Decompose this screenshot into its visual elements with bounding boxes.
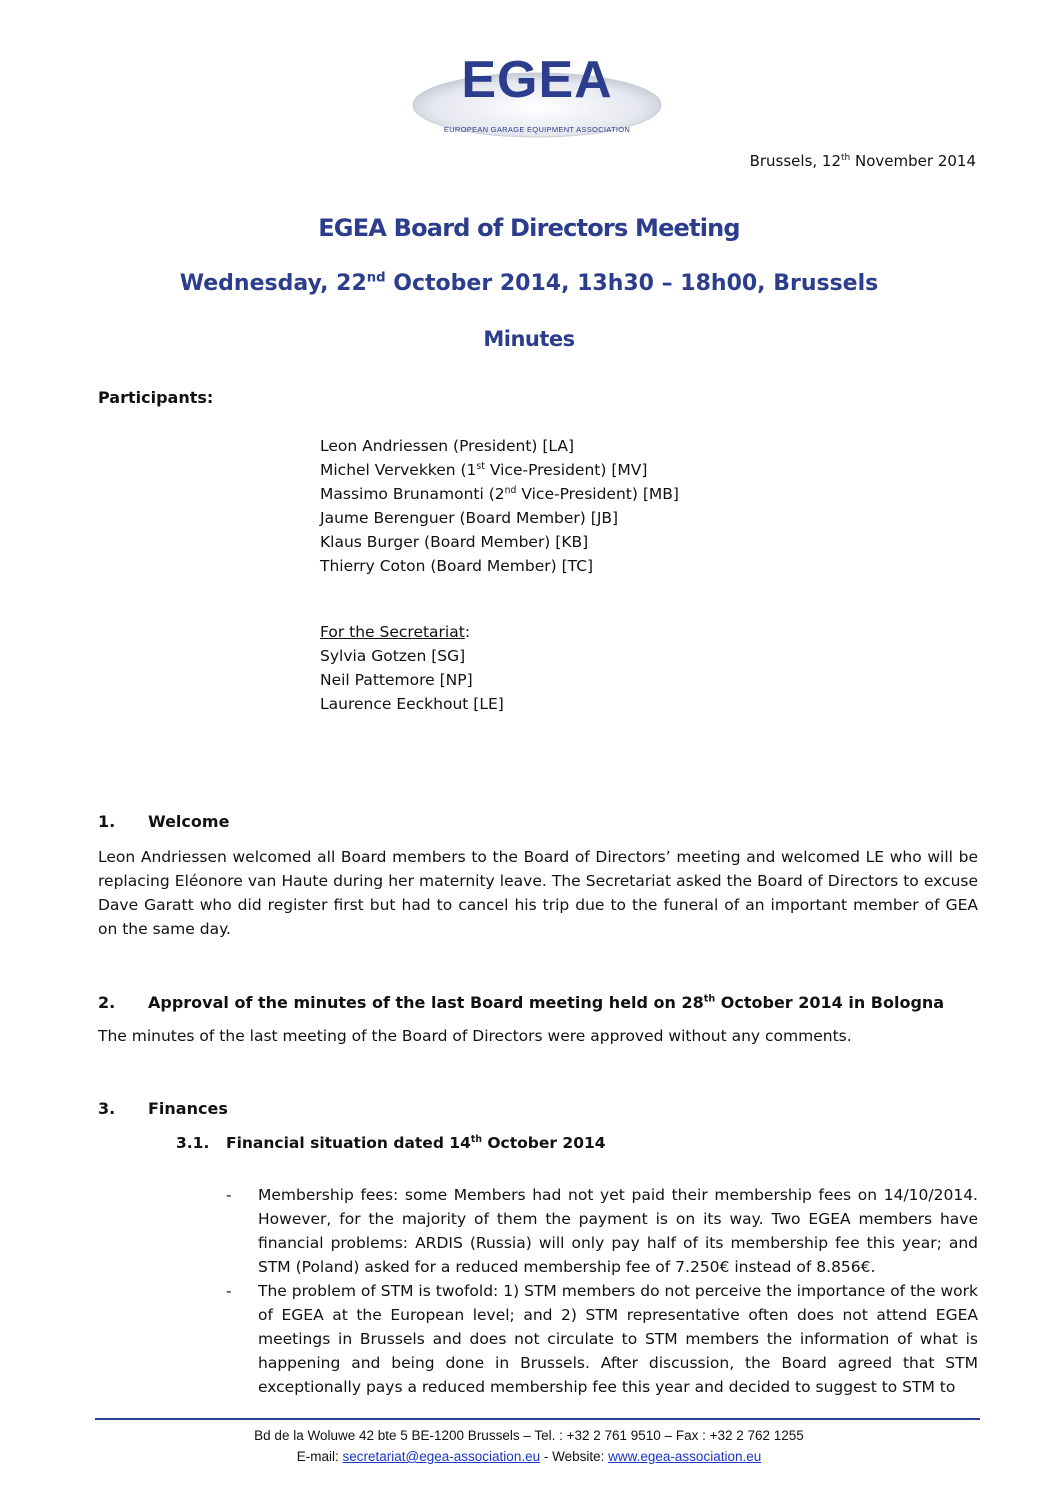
secretariat-item: Laurence Eeckhout [LE] — [320, 695, 504, 713]
footer-contact: E-mail: secretariat@egea-association.eu - Website: www.egea-association.eu — [296, 1449, 762, 1464]
logo-tagline: EUROPEAN GARAGE EQUIPMENT ASSOCIATION — [443, 125, 631, 134]
section-heading-finances: 3. Finances — [98, 1099, 228, 1118]
section-approval-text: The minutes of the last meeting of the Board of Directors were approved without any comments. — [98, 1027, 852, 1045]
list-item: - Membership fees: some Members had not yet paid their membership fees on 14/10/2014. However, for the majority of them the payment is on its way. Two EGEA members have financial problems: ARDIS (Russia) will only pay half of its membership fee this year; and STM (Poland) asked for a reduced membership fee of 7.250€ instead of 8.856€. — [226, 1186, 978, 1276]
participant-item: Thierry Coton (Board Member) [TC] — [320, 557, 594, 575]
participant-item: Klaus Burger (Board Member) [KB] — [320, 533, 589, 551]
participant-item: Michel Vervekken (1st Vice-President) [MV] — [320, 460, 648, 479]
website-link[interactable]: www.egea-association.eu — [608, 1449, 762, 1464]
list-item: - The problem of STM is twofold: 1) STM members do not perceive the importance of the work of EGEA at the European level; and 2) STM representative often does not attend EGEA meetings in Brussels and does not circulate to STM members the information of what is happening and being done in Brussels. After discussion, the Board agreed that STM exceptionally pays a reduced membership fee this year and decided to suggest to STM to — [226, 1282, 978, 1396]
email-link[interactable]: secretariat@egea-association.eu — [342, 1449, 541, 1464]
document-title: EGEA Board of Directors Meeting — [318, 214, 740, 242]
document-subtitle: Minutes — [483, 327, 575, 351]
secretariat-label: For the Secretariat: — [320, 623, 471, 641]
section-heading-welcome: 1. Welcome — [98, 812, 230, 831]
subsection-heading-financial-situation: 3.1. Financial situation dated 14th October 2014 — [176, 1133, 606, 1152]
footer-divider — [95, 1418, 980, 1420]
secretariat-list — [320, 620, 504, 716]
logo-text: EGEA — [461, 51, 613, 109]
finances-bullet-list — [226, 1183, 978, 1399]
meeting-date: Wednesday, 22nd October 2014, 13h30 – 18h00, Brussels — [179, 270, 879, 296]
secretariat-item: Sylvia Gotzen [SG] — [320, 647, 466, 665]
footer-address: Bd de la Woluwe 42 bte 5 BE-1200 Brussels – Tel. : +32 2 761 9510 – Fax : +32 2 762 1255 — [254, 1428, 804, 1443]
secretariat-item: Neil Pattemore [NP] — [320, 671, 473, 689]
section-heading-approval: 2. Approval of the minutes of the last Board meeting held on 28th October 2014 in Bologna — [98, 993, 945, 1012]
participant-item: Massimo Brunamonti (2nd Vice-President) [MB] — [320, 484, 679, 503]
participant-item: Leon Andriessen (President) [LA] — [320, 437, 575, 455]
participants-label: Participants: — [98, 388, 214, 407]
egea-logo — [410, 50, 665, 142]
dateline: Brussels, 12th November 2014 — [749, 152, 976, 170]
section-welcome-text: Leon Andriessen welcomed all Board members to the Board of Directors’ meeting and welcomed LE who will be replacing Eléonore van Haute during her maternity leave. The Secretariat asked the Board of Directors to excuse Dave Garatt who did register first but had to cancel his trip due to the funeral of an important member of GEA on the same day. — [98, 848, 978, 938]
participant-item: Jaume Berenguer (Board Member) [JB] — [320, 509, 619, 527]
participants-list — [320, 434, 679, 578]
